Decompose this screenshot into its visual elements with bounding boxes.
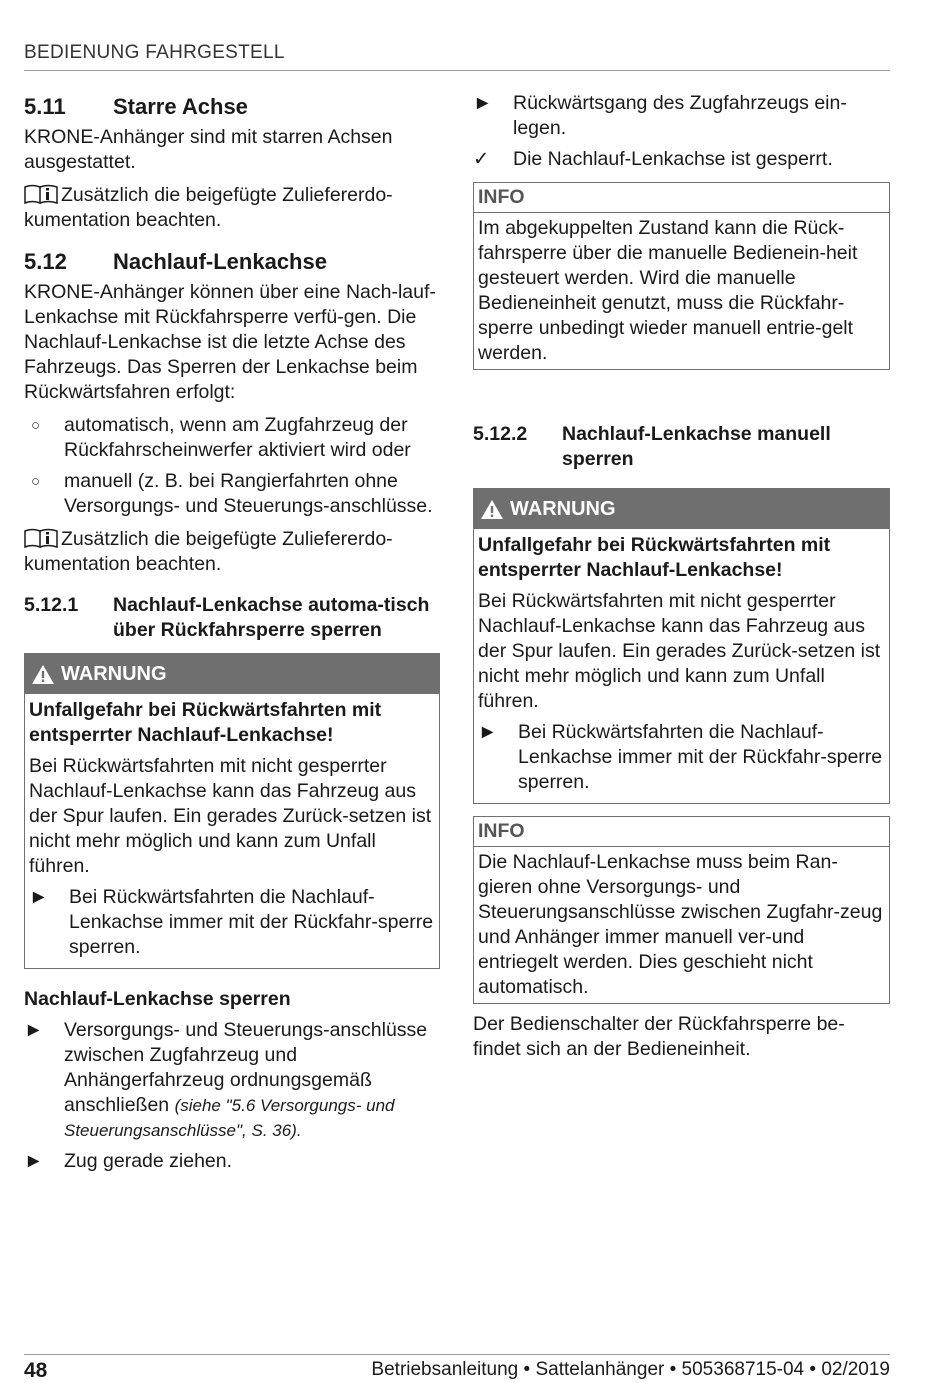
section-title: Nachlauf-Lenkachse: [113, 249, 327, 274]
book-info-icon: [24, 184, 58, 204]
right-column: [473, 91, 890, 1070]
circle-bullet-icon: ○: [31, 417, 41, 434]
info-text: Im abgekuppelten Zustand kann die Rück-fahrsperre über die manuelle Bedienein-heit gesteuert werden. Wird die manuelle Bedieneinheit genutzt, muss die Rückfahr-sperre unbedingt wieder manuell entrie-gelt werden.: [478, 217, 858, 364]
info-box: [473, 182, 890, 370]
result-line: [473, 147, 890, 172]
section-title: Nachlauf-Lenkachse manuell sperren: [562, 423, 831, 470]
arrow-right-icon: ►: [29, 886, 49, 908]
cross-reference-link[interactable]: (siehe "5.6 Versorgungs- und Steuerungsanschlüsse", S. 36).: [64, 1096, 395, 1140]
section-5-12-1-heading: [24, 593, 440, 643]
arrow-right-icon: ►: [24, 1150, 44, 1172]
procedure-step: [473, 91, 890, 141]
note-text: Zusätzlich die beigefügte Zuliefererdo-kumentation beachten.: [24, 528, 393, 575]
step-3-text: Rückwärtsgang des Zugfahrzeugs ein-legen.: [513, 92, 847, 139]
warning-triangle-icon: [31, 664, 55, 685]
arrow-right-icon: ►: [473, 92, 493, 114]
doc-note: [24, 527, 440, 577]
note-text: Zusätzlich die beigefügte Zuliefererdo-kumentation beachten.: [24, 184, 393, 231]
warning-box: [24, 653, 440, 969]
info-text: Die Nachlauf-Lenkachse muss beim Ran-gieren ohne Versorgungs- und Steuerungsanschlüsse zwischen Zugfahr-zeug und Anhänger immer manuell ver-und entriegelt werden. Dies geschieht nicht automatisch.: [478, 851, 883, 998]
arrow-right-icon: ►: [24, 1019, 44, 1041]
info-label: INFO: [474, 183, 889, 213]
circle-bullet-icon: ○: [31, 473, 41, 490]
section-5-12-2-heading: [473, 422, 890, 472]
section-5-12-heading: [24, 247, 440, 277]
procedure-title: Nachlauf-Lenkachse sperren: [24, 988, 291, 1010]
bullet-list: [24, 413, 440, 519]
result-text: Die Nachlauf-Lenkachse ist gesperrt.: [513, 148, 833, 170]
paragraph: KRONE-Anhänger sind mit starren Achsen ausgestattet.: [24, 126, 393, 173]
section-number: 5.12.1: [24, 594, 79, 616]
closing-paragraph: Der Bedienschalter der Rückfahrsperre be-findet sich an der Bedieneinheit.: [473, 1013, 845, 1060]
list-item: [24, 413, 440, 463]
warning-body: [25, 694, 439, 968]
step-2-text: Zug gerade ziehen.: [64, 1150, 233, 1172]
paragraph: KRONE-Anhänger können über eine Nach-lauf-Lenkachse mit Rückfahrsperre verfü-gen. Die Nachlauf-Lenkachse ist die letzte Achse des Fahrzeugs. Das Sperren der Lenkachse beim Rückwärtsfahren erfolgt:: [24, 281, 436, 403]
warning-box: [473, 488, 890, 804]
doc-note: [24, 183, 440, 233]
info-box: [473, 816, 890, 1004]
warning-action: [29, 885, 435, 960]
action-text: Bei Rückwärtsfahrten die Nachlauf-Lenkachse immer mit der Rückfahr-sperre sperren.: [69, 886, 434, 958]
section-number: 5.12: [24, 249, 67, 274]
list-item-text: automatisch, wenn am Zugfahrzeug der Rückfahrscheinwerfer aktiviert wird oder: [64, 414, 411, 461]
warning-label: WARNUNG: [61, 662, 167, 685]
procedure-steps: [24, 1018, 440, 1174]
warning-headline: Unfallgefahr bei Rückwärtsfahrten mit entsperrter Nachlauf-Lenkachse!: [29, 699, 382, 746]
info-label: INFO: [474, 817, 889, 847]
section-title: Starre Achse: [113, 94, 248, 119]
arrow-right-icon: ►: [478, 721, 498, 743]
book-info-icon: [24, 528, 58, 548]
procedure-step: [24, 1018, 440, 1143]
procedure-step: [24, 1149, 440, 1174]
warning-header: [474, 489, 889, 529]
section-number: 5.11: [24, 94, 66, 119]
warning-header: [25, 654, 439, 694]
page-number: 48: [24, 1359, 48, 1382]
list-item-text: manuell (z. B. bei Rangierfahrten ohne Versorgungs- und Steuerungs-anschlüsse.: [64, 470, 433, 517]
page-footer: [24, 1354, 890, 1383]
list-item: [24, 469, 440, 519]
warning-label: WARNUNG: [510, 497, 616, 520]
step-text: [64, 1018, 440, 1143]
checkmark-icon: ✓: [473, 148, 490, 170]
warning-text: Bei Rückwärtsfahrten mit nicht gesperrter Nachlauf-Lenkachse kann das Fahrzeug aus der Spur laufen. Ein gerades Zurück-setzen ist nicht mehr möglich und kann zum Unfall führen.: [478, 590, 881, 712]
warning-triangle-icon: [480, 499, 504, 520]
page-header: BEDIENUNG FAHRGESTELL: [24, 42, 890, 71]
section-number: 5.12.2: [473, 423, 528, 445]
warning-text: Bei Rückwärtsfahrten mit nicht gesperrter Nachlauf-Lenkachse kann das Fahrzeug aus der Spur laufen. Ein gerades Zurück-setzen ist nicht mehr möglich und kann zum Unfall führen.: [29, 755, 432, 877]
action-text: Bei Rückwärtsfahrten die Nachlauf-Lenkachse immer mit der Rückfahr-sperre sperren.: [518, 721, 883, 793]
warning-body: [474, 529, 889, 803]
step-1-text: Versorgungs- und Steuerungs-anschlüsse zwischen Zugfahrzeug und Anhängerfahrzeug ordnungsgemäß anschließen: [64, 1019, 428, 1116]
section-5-11-heading: [24, 92, 440, 122]
section-title: Nachlauf-Lenkachse automa-tisch über Rückfahrsperre sperren: [113, 594, 430, 641]
document-id: Betriebsanleitung • Sattelanhänger • 505368715-04 • 02/2019: [371, 1359, 890, 1380]
warning-action: [478, 720, 885, 795]
warning-headline: Unfallgefahr bei Rückwärtsfahrten mit entsperrter Nachlauf-Lenkachse!: [478, 534, 831, 581]
left-column: [24, 88, 440, 1182]
